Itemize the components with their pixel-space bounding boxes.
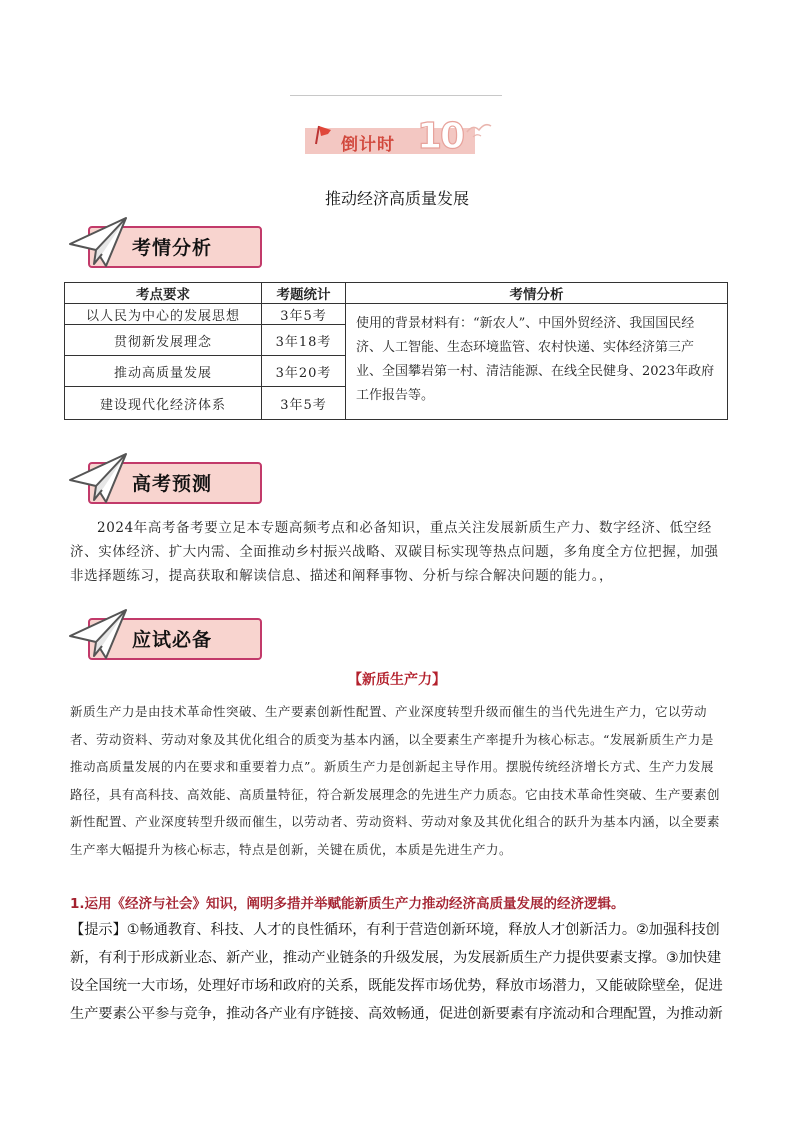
section-heading-text: 应试必备 (132, 629, 213, 651)
analysis-cell: 使用的背景材料有：“新农人”、中国外贸经济、我国国民经济、人工智能、生态环境监管、农村快递、实体经济第三产业、全国攀岩第一村、清洁能源、在线全民健身、2023年政府工作报告等。 (346, 304, 728, 420)
paper-plane-icon (66, 606, 130, 664)
paper-plane-icon (66, 450, 130, 508)
exam-count: 3年5考 (262, 387, 346, 420)
section-heading-forecast (66, 456, 266, 508)
exam-point: 推动高质量发展 (65, 356, 262, 387)
top-divider (290, 95, 502, 96)
countdown-label: 倒计时 (341, 135, 395, 155)
table-row (65, 304, 728, 325)
countdown-banner (305, 118, 490, 158)
section-heading-text: 高考预测 (132, 473, 213, 495)
exam-point: 贯彻新发展理念 (65, 325, 262, 356)
exam-stats-table (64, 282, 728, 420)
exam-count: 3年18考 (262, 325, 346, 356)
section-heading-essentials (66, 612, 266, 664)
column-header: 考题统计 (262, 283, 346, 304)
column-header: 考情分析 (346, 283, 728, 304)
exam-point: 以人民为中心的发展思想 (65, 304, 262, 325)
exam-point: 建设现代化经济体系 (65, 387, 262, 420)
page-title: 推动经济高质量发展 (324, 189, 469, 208)
flag-icon (309, 122, 335, 148)
section-heading-text: 考情分析 (132, 237, 213, 259)
bird-icon (465, 118, 493, 140)
section-heading-analysis (66, 220, 266, 272)
topic-subtitle: 【新质生产力】 (348, 672, 446, 688)
exam-count: 3年20考 (262, 356, 346, 387)
table-header-row (65, 283, 728, 304)
answer-text: 【提示】①畅通教育、科技、人才的良性循环，有利于营造创新环境，释放人才创新活力。②加强科技创新，有利于形成新业态、新产业，推动产业链条的升级发展，为发展新质生产力提供要素支撑。③加快建设全国统一大市场，处理好市场和政府的关系，既能发挥市场优势，释放市场潜力，又能破除壁垒，促进生产要素公平参与竞争，推动各产业有序链接、高效畅通，促进创新要素有序流动和合理配置，为推动新 (70, 922, 723, 1022)
forecast-paragraph: 2024年高考备考要立足本专题高频考点和必备知识，重点关注发展新质生产力、数字经济、低空经济、实体经济、扩大内需、全面推动乡村振兴战略、双碳目标实现等热点问题，多角度全方位把握，加强非选择题练习，提高获取和解读信息、描述和阐释事物、分析与综合解决问题的能力。， (70, 520, 719, 584)
exam-count: 3年5考 (262, 304, 346, 325)
countdown-number: 10 (417, 116, 464, 157)
paper-plane-icon (66, 214, 130, 272)
topic-paragraph: 新质生产力是由技术革命性突破、生产要素创新性配置、产业深度转型升级而催生的当代先进生产力，它以劳动者、劳动资料、劳动对象及其优化组合的质变为基本内涵，以全要素生产率提升为核心标志。“发展新质生产力是推动高质量发展的内在要求和重要着力点”。新质生产力是创新起主导作用。摆脱传统经济增长方式、生产力发展路径，具有高科技、高效能、高质量特征，符合新发展理念的先进生产力质态。它由技术革命性突破、生产要素创新性配置、产业深度转型升级而催生，以劳动者、劳动资料、劳动对象及其优化组合的跃升为基本内涵，以全要素生产率大幅提升为核心标志，特点是创新，关键在质优，本质是先进生产力。 (70, 704, 721, 857)
question-text: 1.运用《经济与社会》知识，阐明多措并举赋能新质生产力推动经济高质量发展的经济逻辑。 (70, 896, 625, 912)
column-header: 考点要求 (65, 283, 262, 304)
